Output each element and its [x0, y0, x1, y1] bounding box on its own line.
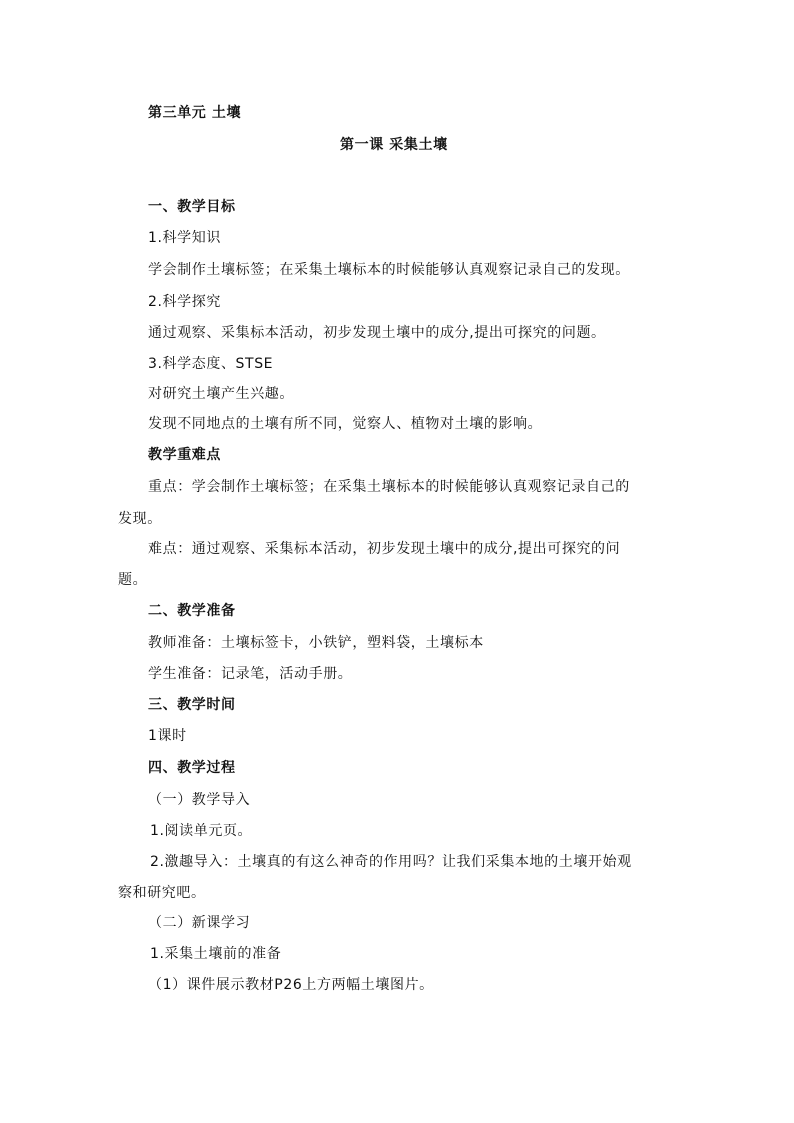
goal3-text-2: 发现不同地点的土壤有所不同，觉察人、植物对土壤的影响。 — [148, 416, 543, 432]
difficult-point-line-1: 难点：通过观察、采集标本活动，初步发现土壤中的成分,提出可探究的问 — [148, 541, 621, 557]
unit-title: 第三单元 土壤 — [148, 105, 242, 121]
process-item-2-line-1: 2.激趣导入：土壤真的有这么神奇的作用吗？让我们采集本地的土壤开始观 — [150, 854, 632, 870]
time-text: 1课时 — [148, 728, 187, 744]
prep-teacher: 教师准备：土壤标签卡，小铁铲，塑料袋，土壤标本 — [148, 635, 484, 651]
section-heading-process: 四、教学过程 — [148, 760, 236, 776]
section-heading-goals: 一、教学目标 — [148, 199, 236, 215]
section-heading-time: 三、教学时间 — [148, 697, 236, 713]
goal3-title: 3.科学态度、STSE — [148, 356, 274, 372]
lesson-title: 第一课 采集土壤 — [340, 137, 448, 153]
process-item-3: 1.采集土壤前的准备 — [150, 946, 282, 962]
process-subheading-intro: （一）教学导入 — [148, 792, 251, 808]
process-item-1: 1.阅读单元页。 — [150, 823, 253, 839]
goal3-text-1: 对研究土壤产生兴趣。 — [148, 386, 294, 402]
key-point-line-1: 重点：学会制作土壤标签；在采集土壤标本的时候能够认真观察记录自己的 — [148, 479, 630, 495]
process-item-2-line-2: 察和研究吧。 — [118, 885, 206, 901]
difficult-point-line-2: 题。 — [118, 572, 148, 588]
prep-student: 学生准备：记录笔，活动手册。 — [148, 666, 353, 682]
section-heading-preparation: 二、教学准备 — [148, 603, 236, 619]
goal2-title: 2.科学探究 — [148, 294, 221, 310]
goal1-title: 1.科学知识 — [148, 230, 221, 246]
key-point-line-2: 发现。 — [118, 511, 162, 527]
goal2-text: 通过观察、采集标本活动，初步发现土壤中的成分,提出可探究的问题。 — [148, 325, 606, 341]
process-subheading-new-lesson: （二）新课学习 — [148, 915, 251, 931]
process-item-4: （1）课件展示教材P26上方两幅土壤图片。 — [148, 977, 434, 993]
section-heading-key-points: 教学重难点 — [148, 447, 221, 463]
goal1-text: 学会制作土壤标签；在采集土壤标本的时候能够认真观察记录自己的发现。 — [148, 262, 630, 278]
